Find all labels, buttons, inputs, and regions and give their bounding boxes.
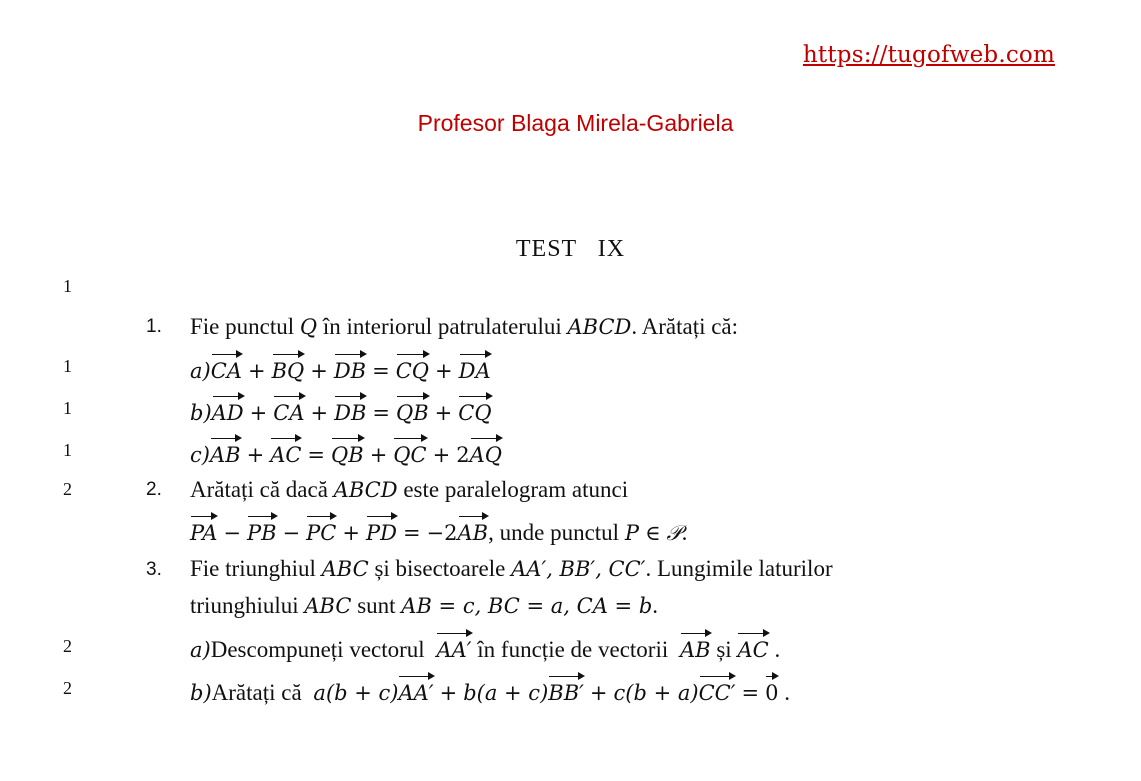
vector: QB: [396, 394, 429, 428]
points-label: 2: [63, 479, 72, 499]
points-label: 2: [63, 678, 72, 698]
problem-number: 3.: [146, 559, 162, 580]
problem-1-part-b: b)AD + CA + DB = QB + CQ: [190, 394, 492, 428]
points-label: 1: [63, 440, 72, 460]
vector: AC: [737, 631, 768, 665]
vector: BQ: [272, 352, 305, 386]
vector: DB: [334, 352, 366, 386]
vector: QC: [393, 436, 426, 470]
vector: AD: [212, 394, 244, 428]
problem-1-statement: Fie punctul Q în interiorul patrulaterului ABCD. Arătați că:: [190, 314, 739, 339]
vector: CA: [211, 352, 242, 386]
vector: BB′: [548, 674, 584, 708]
test-title-word: TEST: [515, 236, 577, 262]
vector: AA′: [398, 674, 433, 708]
test-title: [0, 236, 1141, 263]
vector: DA: [459, 352, 491, 386]
points-label: 1: [63, 276, 72, 296]
vector: CA: [273, 394, 304, 428]
problem-3-part-b: b)Arătați că a(b + c)AA′ + b(a + c)BB′ + c(b + a)CC′ = 0 .: [190, 674, 790, 708]
points-label: 1: [63, 398, 72, 418]
vector: PC: [306, 514, 336, 548]
vector: AA′: [436, 631, 471, 665]
zero-vector: 0: [765, 674, 778, 708]
problem-1-part-a: a)CA + BQ + DB = CQ + DA: [190, 352, 491, 386]
vector: AC: [270, 436, 301, 470]
problem-number: 1.: [146, 316, 162, 337]
test-title-number: IX: [597, 236, 626, 262]
points-label: 1: [63, 356, 72, 376]
vector: AB: [680, 631, 711, 665]
vector: QB: [331, 436, 364, 470]
author-name: Profesor Blaga Mirela-Gabriela: [417, 110, 734, 136]
vector: PD: [366, 514, 397, 548]
problem-2-equation: PA − PB − PC + PD = −2AB, unde punctul P ∈ 𝒫.: [190, 514, 687, 548]
vector: AB: [458, 514, 489, 548]
vector: AQ: [470, 436, 502, 470]
vector: CQ: [458, 394, 491, 428]
problem-2-statement: Arătați că dacă ABCD este paralelogram atunci: [190, 477, 629, 502]
vector: AB: [210, 436, 241, 470]
problem-number: 2.: [146, 479, 162, 500]
problem-1-part-c: c)AB + AC = QB + QC + 2AQ: [190, 436, 502, 470]
vector: CC′: [699, 674, 736, 708]
website-link[interactable]: https://tugofweb.com: [802, 42, 1055, 68]
problem-3-statement-line1: Fie triunghiul ABC și bisectoarele AA′, BB′, CC′. Lungimile laturilor: [190, 556, 833, 581]
problem-3-statement-line2: triunghiului ABC sunt AB = c, BC = a, CA = b.: [190, 593, 659, 618]
vector: PA: [190, 514, 217, 548]
problem-3-part-a: a)Descompuneți vectorul AA′ în funcție de vectorii AB și AC .: [190, 631, 780, 665]
vector: CQ: [396, 352, 429, 386]
vector: PB: [247, 514, 277, 548]
points-label: 2: [63, 636, 72, 656]
vector: DB: [334, 394, 366, 428]
